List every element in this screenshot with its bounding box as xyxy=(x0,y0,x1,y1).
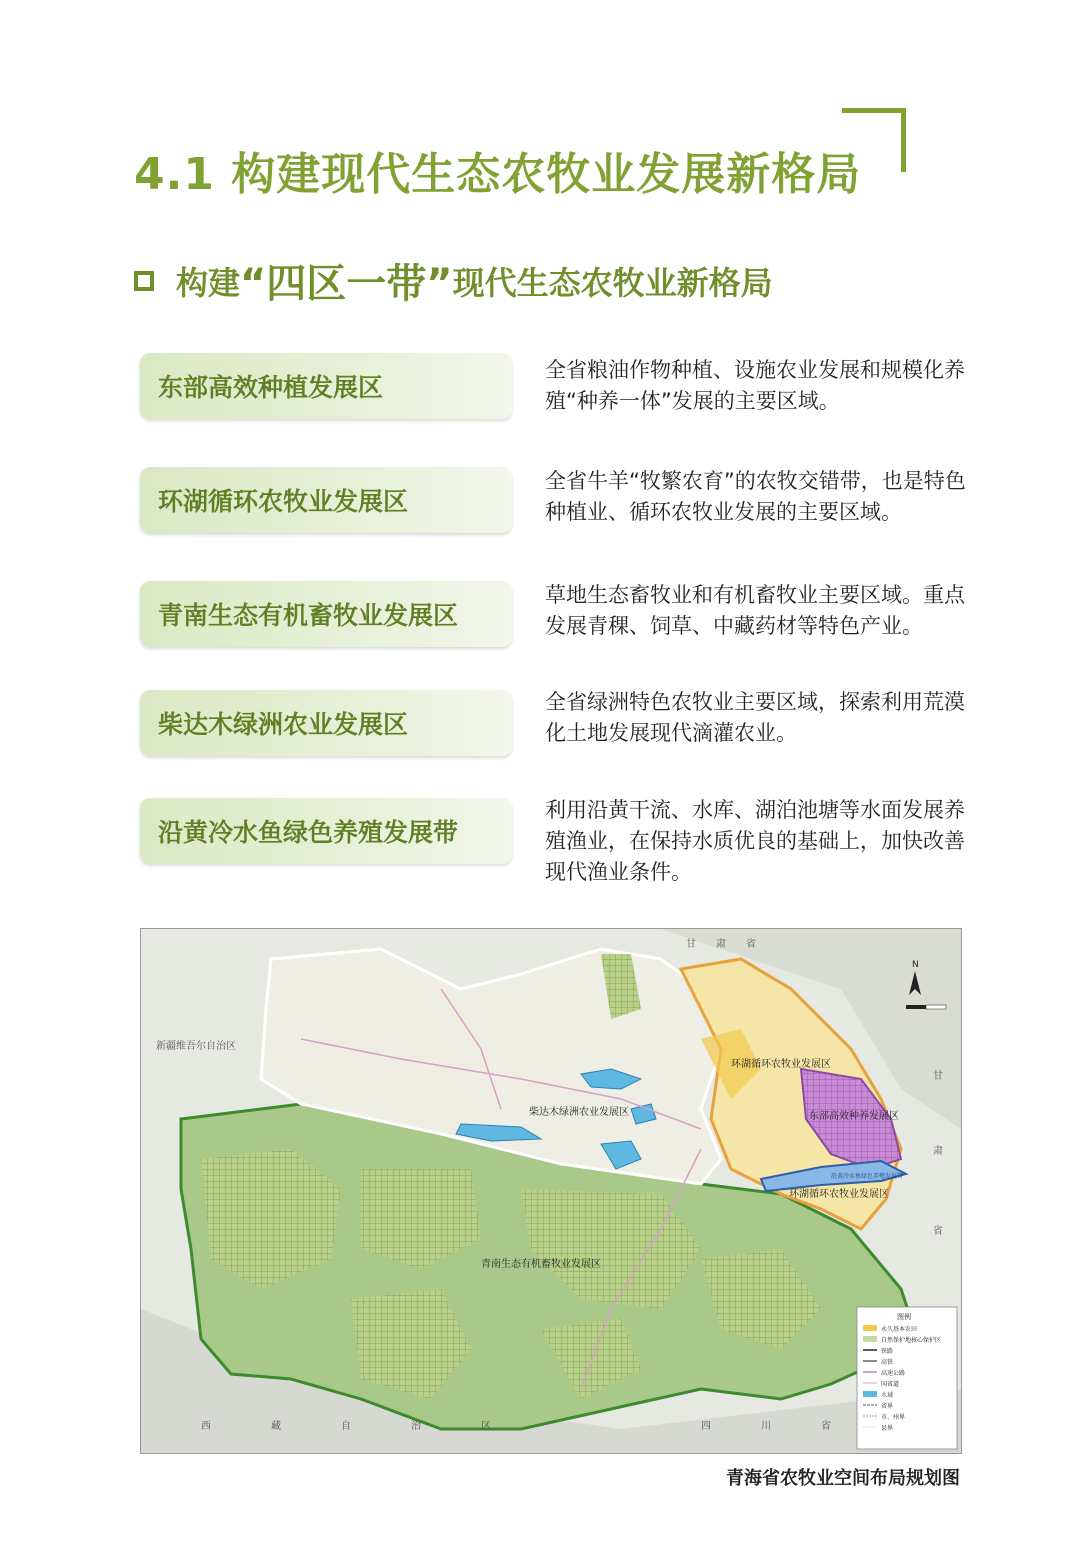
zone-description: 利用沿黄干流、水库、湖泊池塘等水面发展养殖渔业，在保持水质优良的基础上，加快改善现代渔业条件。 xyxy=(545,798,965,884)
legend-item: 市、州界 xyxy=(881,1414,906,1421)
map-caption: 青海省农牧业空间布局规划图 xyxy=(726,1468,960,1489)
neighbour-label: 省 xyxy=(821,1421,831,1432)
square-bullet-icon xyxy=(134,271,154,291)
legend-item: 高速公路 xyxy=(881,1370,906,1377)
legend-item: 水域 xyxy=(881,1392,894,1399)
zone-description: 全省牛羊“牧繁农育”的农牧交错带，也是特色种植业、循环农牧业发展的主要区域。 xyxy=(545,469,966,524)
legend-title: 图例 xyxy=(897,1313,911,1321)
map-zone-label: 沿黄冷水鱼绿色养殖发展带 xyxy=(831,1173,904,1180)
neighbour-label: 省 xyxy=(746,939,756,950)
subtitle-pre: 构建 xyxy=(176,263,241,302)
subtitle-quote: “四区一带” xyxy=(240,261,453,307)
neighbour-label: 川 xyxy=(761,1421,771,1432)
map-legend xyxy=(857,1307,957,1449)
zone-description: 全省绿洲特色农牧业主要区域，探索利用荒漠化土地发展现代滴灌农业。 xyxy=(545,690,965,745)
legend-item: 县界 xyxy=(881,1425,894,1432)
map-zone-label: 环湖循环农牧业发展区 xyxy=(789,1189,889,1200)
zone-description: 草地生态畜牧业和有机畜牧业主要区域。重点发展青稞、饲草、中藏药材等特色产业。 xyxy=(545,583,965,638)
section-subtitle xyxy=(134,252,773,309)
scale-bar xyxy=(906,1005,946,1009)
subtitle-post: 现代生态农牧业新格局 xyxy=(452,263,773,302)
legend-item: 高铁 xyxy=(881,1359,894,1366)
zone-label xyxy=(140,581,512,647)
neighbour-label: 自 xyxy=(341,1421,351,1432)
zone-name: 柴达木绿洲农业发展区 xyxy=(158,710,409,739)
map-zone-label: 青南生态有机畜牧业发展区 xyxy=(481,1259,601,1270)
neighbour-label: 四 xyxy=(701,1421,711,1432)
neighbour-label: 甘 xyxy=(933,1071,943,1082)
page-title: 4.1 构建现代生态农牧业发展新格局 xyxy=(134,149,862,200)
neighbour-label: 新疆维吾尔自治区 xyxy=(156,1041,236,1052)
neighbour-label: 西 xyxy=(201,1421,211,1432)
legend-item: 省界 xyxy=(881,1403,894,1410)
planning-map xyxy=(140,928,962,1454)
zone-label xyxy=(140,798,512,864)
zone-description: 全省粮油作物种植、设施农业发展和规模化养殖“种养一体”发展的主要区域。 xyxy=(545,358,965,413)
zone-label xyxy=(140,690,512,756)
legend-item: 自然保护地核心保护区 xyxy=(881,1337,942,1344)
neighbour-label: 治 xyxy=(411,1421,421,1432)
neighbour-label: 藏 xyxy=(271,1421,281,1432)
zone-label xyxy=(140,467,512,533)
zone-label xyxy=(140,353,512,419)
legend-item: 铁路 xyxy=(881,1348,894,1355)
zone-name: 沿黄冷水鱼绿色养殖发展带 xyxy=(158,818,459,847)
map-zone-label: 东部高效种养发展区 xyxy=(809,1111,899,1122)
corner-decoration xyxy=(842,108,906,172)
neighbour-label: 肃 xyxy=(933,1146,943,1157)
map-zone-label: 环湖循环农牧业发展区 xyxy=(731,1059,831,1070)
neighbour-label: 肃 xyxy=(716,939,726,950)
map-zone-label: 柴达木绿洲农业发展区 xyxy=(529,1107,629,1118)
neighbour-label: 区 xyxy=(481,1421,491,1432)
legend-item: 永久基本农田 xyxy=(881,1326,918,1333)
neighbour-label: 省 xyxy=(933,1226,943,1237)
neighbour-label: 甘 xyxy=(686,939,696,950)
zone-name: 环湖循环农牧业发展区 xyxy=(158,487,409,516)
legend-item: 国省道 xyxy=(881,1381,900,1388)
zone-name: 东部高效种植发展区 xyxy=(158,373,384,402)
zone-name: 青南生态有机畜牧业发展区 xyxy=(158,601,459,630)
svg-text:N: N xyxy=(912,960,919,970)
